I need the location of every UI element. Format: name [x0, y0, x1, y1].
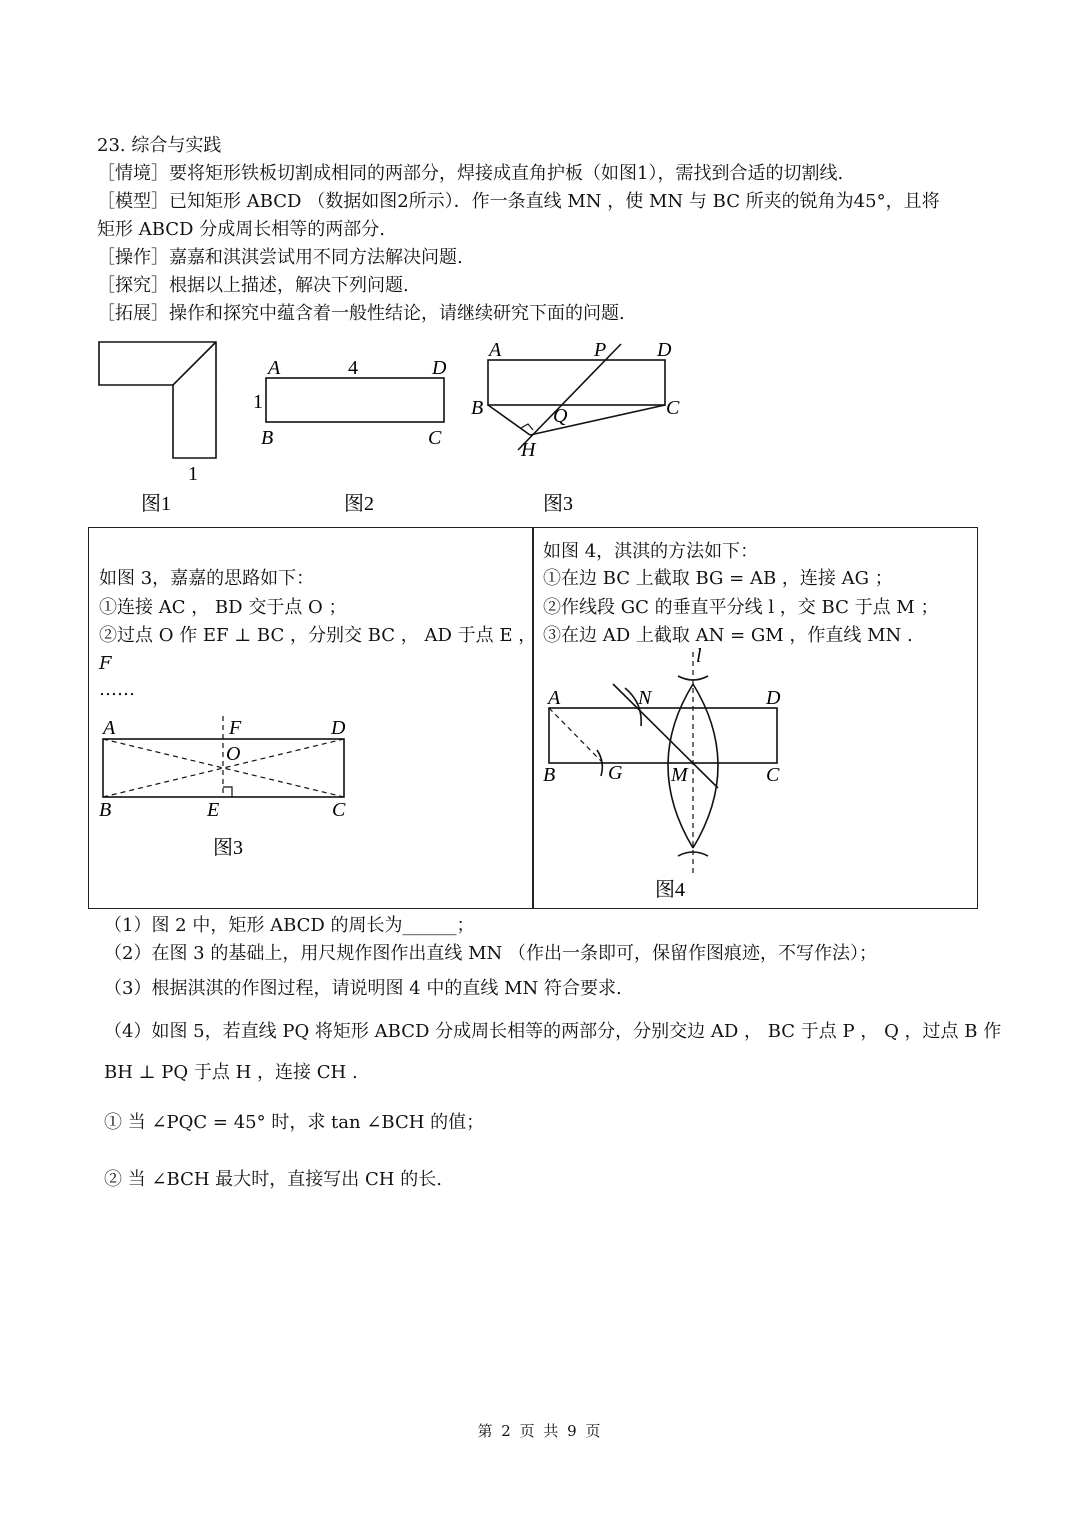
right-box-line-1: 如图 4，淇淇的方法如下：: [543, 541, 759, 562]
figure-1-l-shape: [99, 342, 216, 458]
fig4-label-m: M: [671, 764, 688, 786]
question-4-part-b: ② 当 ∠BCH 最大时，直接写出 CH 的长.: [104, 1169, 442, 1190]
fig4-label-g: G: [608, 762, 623, 784]
fig1-dim-label: 1: [188, 463, 198, 485]
fig3-top-label-p: P: [594, 339, 607, 361]
fig3-left-label-c: C: [332, 799, 346, 821]
fig1-caption: 图1: [141, 493, 171, 515]
right-box-line-4: ③在边 AD 上截取 AN = GM ，作直线 MN .: [543, 625, 913, 646]
extend-text: ［拓展］操作和探究中蕴含着一般性结论，请继续研究下面的问题.: [97, 303, 625, 324]
question-1: （1）图 2 中，矩形 ABCD 的周长为______；: [104, 915, 475, 936]
question-2: （2）在图 3 的基础上，用尺规作图作出直线 MN （作出一条即可，保留作图痕迹，不写作法）；: [104, 943, 877, 964]
top-figures: [0, 330, 1080, 530]
right-box-line-3: ②作线段 GC 的垂直平分线 l ，交 BC 于点 M ；: [543, 597, 939, 618]
fig3-top-label-h: H: [521, 439, 536, 461]
fig3-left-label-a: A: [103, 717, 116, 739]
fig3-left-label-e: E: [207, 799, 220, 821]
page-footer: 第 2 页 共 9 页: [477, 1422, 603, 1440]
left-box-line-2: ①连接 AC ， BD 交于点 O ；: [99, 597, 347, 618]
fig4-caption: 图4: [655, 879, 685, 901]
model-text-2: 矩形 ABCD 分成周长相等的两部分.: [97, 219, 385, 240]
fig4-label-l: l: [696, 648, 702, 667]
fig3-top-label-c: C: [666, 397, 680, 419]
left-box-line-5: ……: [99, 679, 135, 700]
fig2-width-label: 4: [348, 357, 358, 379]
fig2-height-label: 1: [253, 391, 263, 413]
left-box-line-4: F: [99, 653, 112, 674]
fig3-left-label-o: O: [226, 743, 241, 765]
fig3-left-label-d: D: [331, 717, 346, 739]
right-figure-4: [533, 648, 973, 903]
fig3-top-label-d: D: [657, 339, 672, 361]
operation-text: ［操作］嘉嘉和淇淇尝试用不同方法解决问题.: [97, 247, 463, 268]
left-figure-3: [88, 710, 528, 870]
fig4-label-b: B: [543, 764, 556, 786]
fig3-top-caption: 图3: [543, 493, 573, 515]
fig2-label-c: C: [428, 427, 442, 449]
left-box-line-3: ②过点 O 作 EF ⊥ BC ，分别交 BC ， AD 于点 E ，: [99, 625, 537, 646]
question-3: （3）根据淇淇的作图过程，请说明图 4 中的直线 MN 符合要求.: [104, 978, 622, 999]
fig2-label-a: A: [268, 357, 281, 379]
question-4-part-a: ① 当 ∠PQC = 45° 时，求 tan ∠BCH 的值；: [104, 1112, 485, 1133]
fig4-label-c: C: [766, 764, 780, 786]
right-box-line-2: ①在边 BC 上截取 BG = AB ，连接 AG ；: [543, 568, 893, 589]
problem-number: 23. 综合与实践: [97, 135, 222, 156]
situation-text: ［情境］要将矩形铁板切割成相同的两部分，焊接成直角护板（如图1），需找到合适的切割线.: [97, 163, 844, 184]
figure-3-top: [488, 344, 665, 450]
question-4-line-2: BH ⊥ PQ 于点 H ，连接 CH .: [104, 1062, 358, 1083]
fig3-top-label-a: A: [489, 339, 502, 361]
fig3-left-label-f: F: [229, 717, 242, 739]
left-box-line-1: 如图 3，嘉嘉的思路如下：: [99, 568, 315, 589]
fig3-top-label-b: B: [471, 397, 484, 419]
question-4-line-1: （4）如图 5，若直线 PQ 将矩形 ABCD 分成周长相等的两部分，分别交边 AD ， BC 于点 P ， Q ，过点 B 作: [104, 1021, 1002, 1042]
fig3-left-label-b: B: [99, 799, 112, 821]
model-text-1: ［模型］已知矩形 ABCD （数据如图2所示）．作一条直线 MN ，使 MN 与 BC 所夹的锐角为45°，且将: [97, 191, 940, 212]
fig2-label-b: B: [261, 427, 274, 449]
explore-text: ［探究］根据以上描述，解决下列问题.: [97, 275, 409, 296]
fig4-label-d: D: [766, 687, 781, 709]
fig4-label-a: A: [548, 687, 561, 709]
fig2-label-d: D: [432, 357, 447, 379]
fig2-caption: 图2: [344, 493, 374, 515]
fig3-top-label-q: Q: [553, 405, 568, 427]
fig4-label-n: N: [638, 687, 652, 709]
fig3-left-caption: 图3: [213, 837, 243, 859]
figure-2-rectangle: [266, 378, 444, 422]
